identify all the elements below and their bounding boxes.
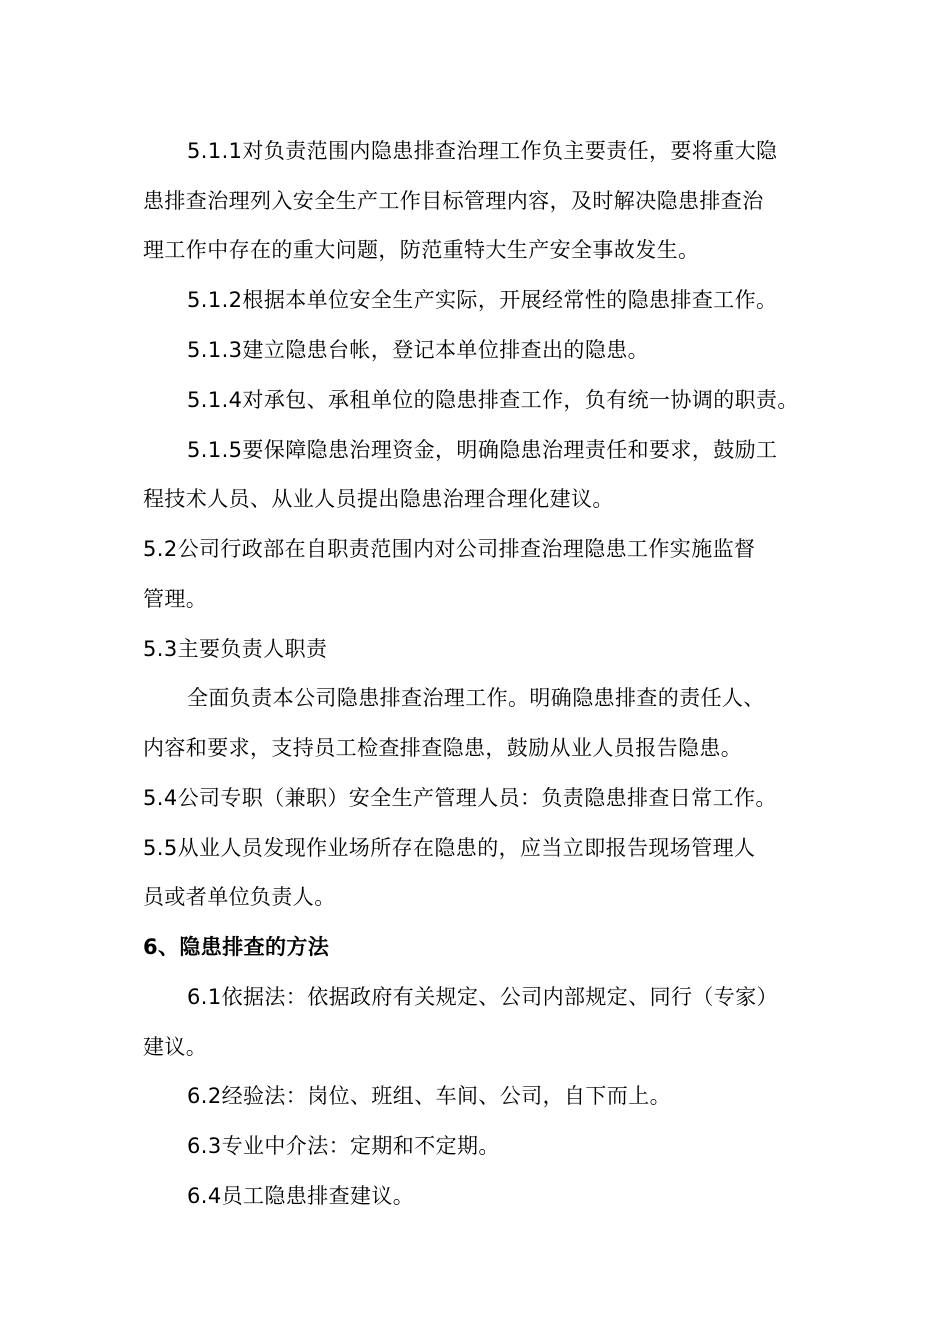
section-title: 5.3主要负责人职责: [143, 637, 328, 661]
text-line: 建议。: [143, 1035, 208, 1059]
section-heading: 6、隐患排查的方法: [143, 935, 330, 959]
text-line: 6.4员工隐患排查建议。: [187, 1184, 415, 1208]
text-line: 5.1.4对承包、承租单位的隐患排查工作，负有统一协调的职责。: [187, 388, 799, 412]
text-line: 6.3专业中介法：定期和不定期。: [187, 1134, 500, 1158]
text-line: 5.1.1对负责范围内隐患排查治理工作负主要责任，要将重大隐: [187, 139, 778, 163]
text-line: 5.5从业人员发现作业场所存在隐患的，应当立即报告现场管理人: [143, 836, 756, 860]
text-line: 6.1依据法：依据政府有关规定、公司内部规定、同行（专家）: [187, 985, 778, 1009]
text-line: 全面负责本公司隐患排查治理工作。明确隐患排查的责任人、: [187, 686, 765, 710]
text-line: 管理。: [143, 587, 208, 611]
text-line: 患排查治理列入安全生产工作目标管理内容，及时解决隐患排查治: [143, 189, 764, 213]
text-line: 5.1.3建立隐患台帐，登记本单位排查出的隐患。: [187, 338, 650, 362]
text-line: 5.1.2根据本单位安全生产实际，开展经常性的隐患排查工作。: [187, 288, 778, 312]
text-line: 员或者单位负责人。: [143, 885, 336, 909]
text-line: 5.1.5要保障隐患治理资金，明确隐患治理责任和要求，鼓励工: [187, 438, 778, 462]
text-line: 5.2公司行政部在自职责范围内对公司排查治理隐患工作实施监督: [143, 537, 756, 561]
text-line: 5.4公司专职（兼职）安全生产管理人员：负责隐患排查日常工作。: [143, 786, 777, 810]
text-line: 程技术人员、从业人员提出隐患治理合理化建议。: [143, 487, 614, 511]
text-line: 理工作中存在的重大问题，防范重特大生产安全事故发生。: [143, 238, 700, 262]
text-line: 6.2经验法：岗位、班组、车间、公司，自下而上。: [187, 1084, 671, 1108]
text-line: 内容和要求，支持员工检查排查隐患，鼓励从业人员报告隐患。: [143, 736, 743, 760]
